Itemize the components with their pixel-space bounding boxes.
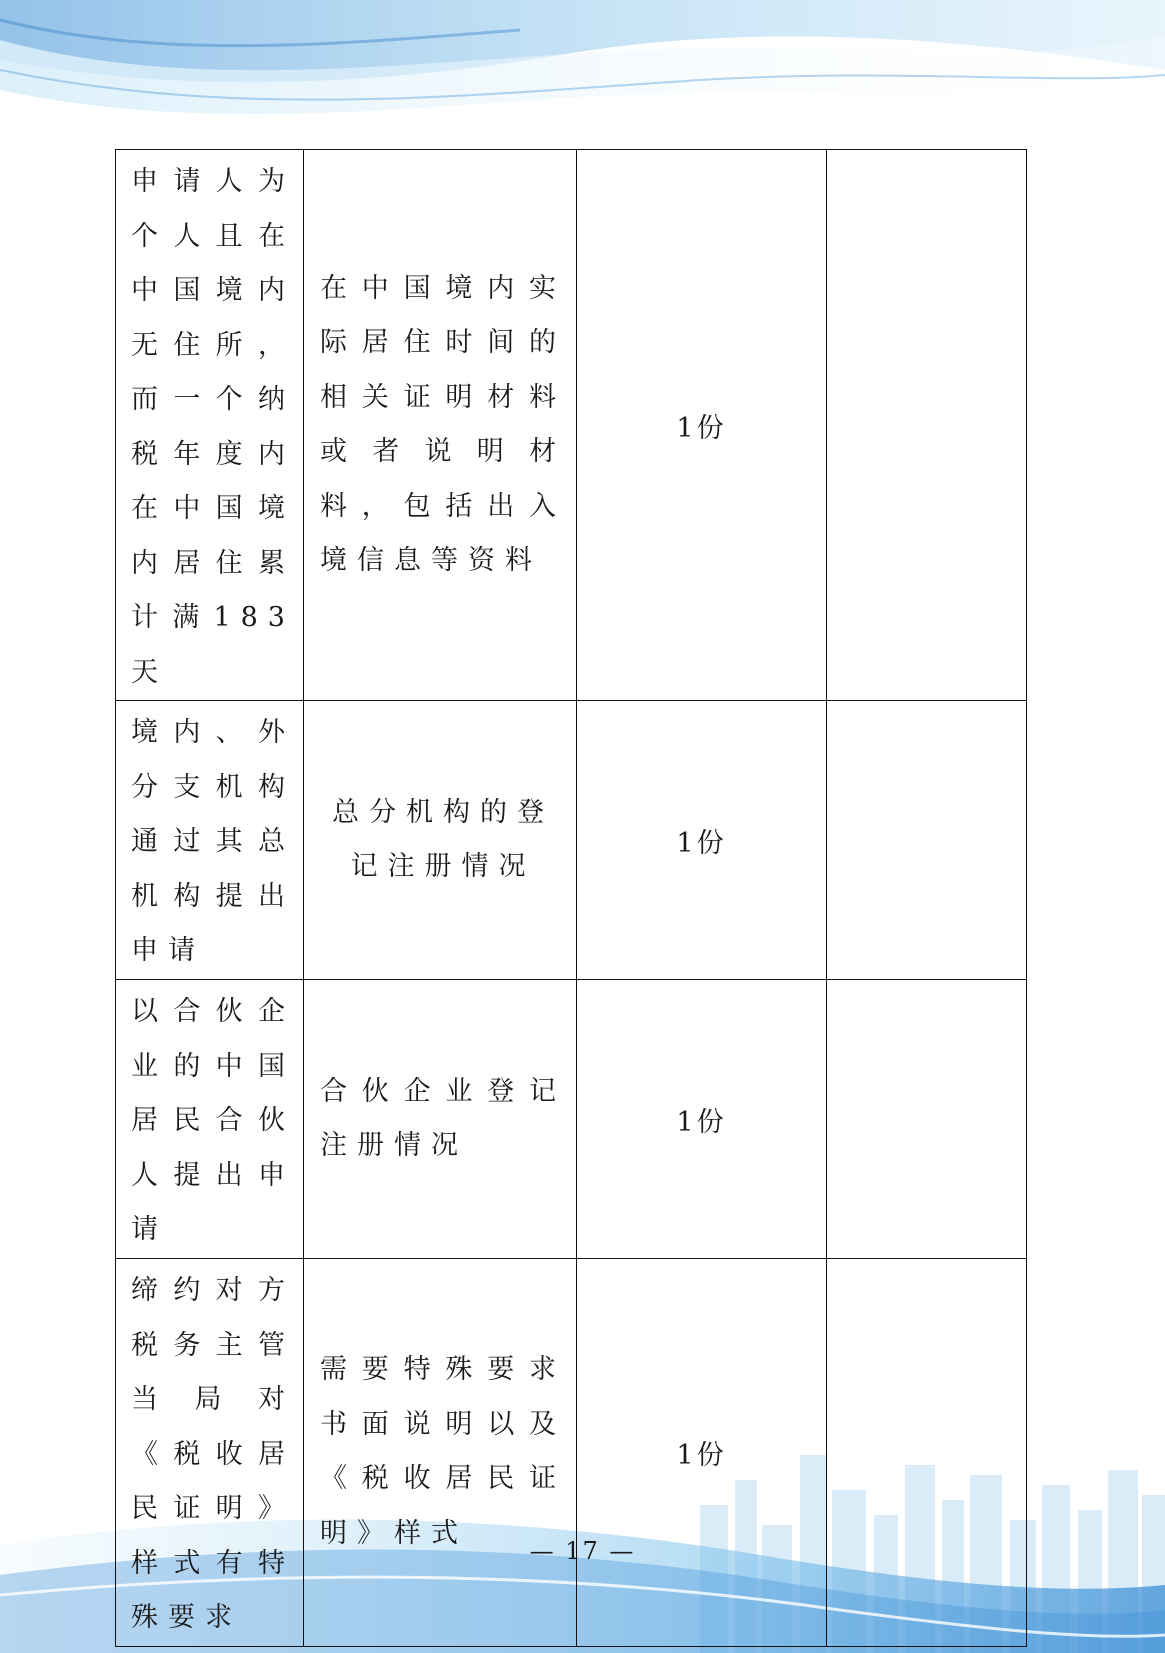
- condition-cell: 境内、外分支机构通过其总机构提出申请: [116, 701, 304, 980]
- condition-cell: 以合伙企业的中国居民合伙人提出申请: [116, 980, 304, 1259]
- material-cell: 合伙企业登记注册情况: [304, 980, 577, 1259]
- table-row: [116, 150, 1027, 701]
- note-cell: [827, 150, 1027, 701]
- note-cell: [827, 701, 1027, 980]
- note-cell: [827, 980, 1027, 1259]
- quantity-cell: 1份: [577, 150, 827, 701]
- material-cell: 在中国境内实际居住时间的相关证明材料或者说明材料，包括出入境信息等资料: [304, 150, 577, 701]
- quantity-cell: 1份: [577, 701, 827, 980]
- material-cell: 需要特殊要求书面说明以及《税收居民证明》样式: [304, 1259, 577, 1647]
- material-cell: 总分机构的登记注册情况: [304, 701, 577, 980]
- page-number: — 17 —: [529, 1537, 636, 1565]
- condition-cell: 申请人为个人且在中国境内无住所，而一个纳税年度内在中国境内居住累计满183天: [116, 150, 304, 701]
- quantity-cell: 1份: [577, 980, 827, 1259]
- quantity-cell: 1份: [577, 1259, 827, 1647]
- header-wave-decoration: [0, 0, 1165, 170]
- condition-cell: 缔约对方税务主管当局对《税收居民证明》样式有特殊要求: [116, 1259, 304, 1647]
- table-row: [116, 1259, 1027, 1647]
- materials-table: [115, 149, 1027, 1647]
- table-row: [116, 980, 1027, 1259]
- table-row: [116, 701, 1027, 980]
- note-cell: [827, 1259, 1027, 1647]
